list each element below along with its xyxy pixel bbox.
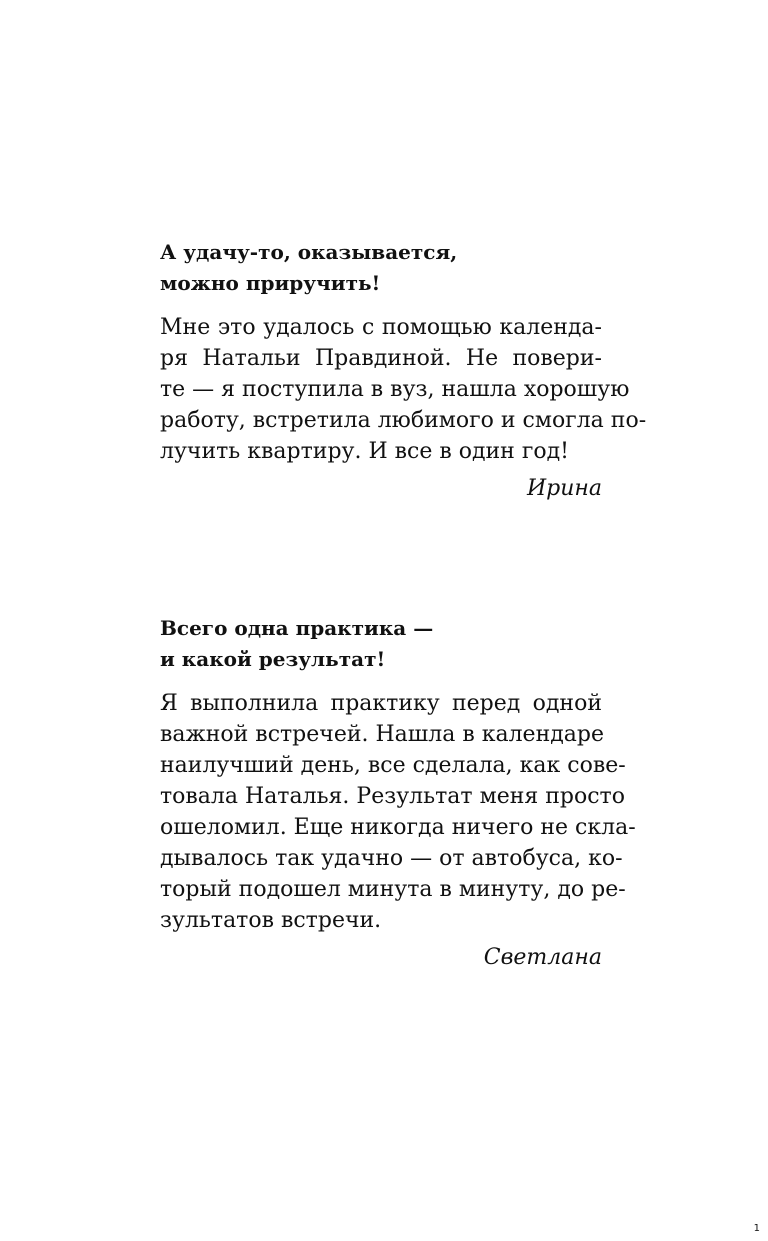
text-line: Я выполнила практику перед одной (160, 691, 602, 716)
heading-line: можно приручить! (160, 271, 381, 295)
heading-line: Всего одна практика — (160, 616, 434, 640)
testimonial-heading (160, 237, 602, 299)
testimonial-heading (160, 613, 602, 675)
text-line: важной встречей. Нашла в календаре (160, 722, 605, 747)
testimonial-text (160, 312, 647, 467)
heading-line: А удачу-то, оказывается, (160, 240, 458, 264)
testimonial-block-2 (160, 613, 636, 973)
text-line: торый подошел минута в минуту, до ре- (160, 877, 626, 902)
text-line: те — я поступила в вуз, нашла хорошую (160, 377, 630, 402)
text-line: ря Натальи Правдиной. Не повери- (160, 346, 602, 371)
text-line: работу, встретила любимого и смогла по- (160, 408, 647, 433)
testimonial-block-1 (160, 237, 647, 504)
text-line: лучить квартиру. И все в один год! (160, 439, 569, 464)
text-line: дывалось так удачно — от автобуса, ко- (160, 846, 623, 871)
text-line: товала Наталья. Результат меня просто (160, 784, 625, 809)
text-line: зультатов встречи. (160, 908, 382, 933)
page-number: 1 (753, 1223, 760, 1234)
author-signature: Светлана (483, 945, 602, 970)
text-line: ошеломил. Еще никогда ничего не скла- (160, 815, 636, 840)
author-signature: Ирина (526, 476, 602, 501)
text-line: наилучший день, все сделала, как сове- (160, 753, 626, 778)
testimonial-text (160, 688, 636, 936)
text-line: Мне это удалось с помощью календа- (160, 315, 602, 340)
heading-line: и какой результат! (160, 647, 386, 671)
